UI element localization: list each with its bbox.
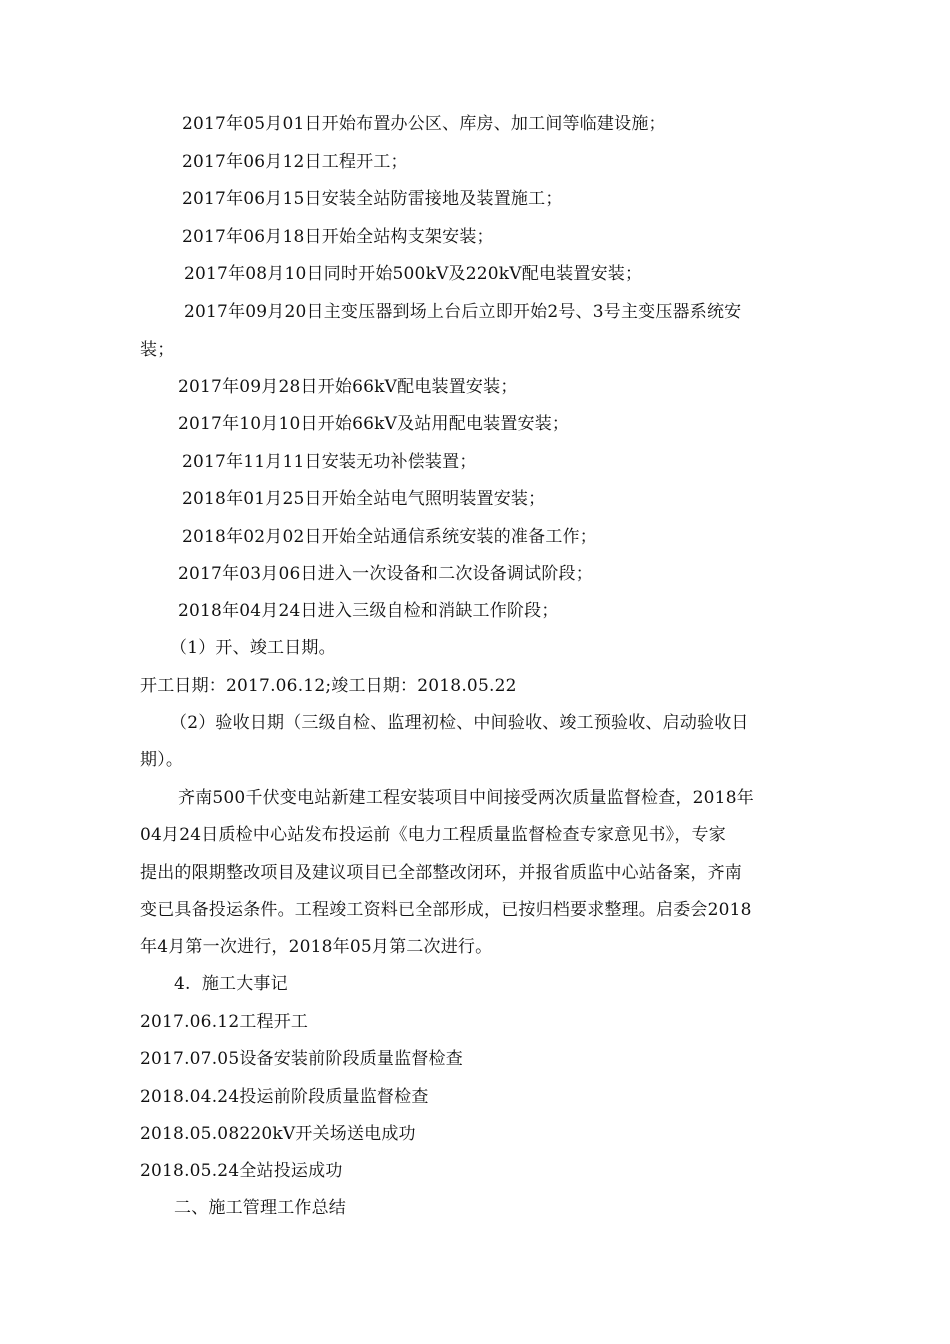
text-line: 2017.06.12工程开工 bbox=[140, 1012, 309, 1032]
text-line: 2017年08月10日同时开始500kV及220kV配电装置安装； bbox=[184, 264, 643, 284]
text-line: 2018年01月25日开始全站电气照明装置安装； bbox=[182, 489, 546, 509]
text-line: 年4月第一次进行，2018年05月第二次进行。 bbox=[140, 937, 493, 957]
text-line: 期）。 bbox=[140, 750, 184, 770]
text-line: （1）开、竣工日期。 bbox=[170, 638, 336, 658]
text-line: 2017年05月01日开始布置办公区、库房、加工间等临建设施； bbox=[182, 114, 666, 134]
text-line: 2017年06月15日安装全站防雷接地及装置施工； bbox=[182, 189, 563, 209]
text-line: 变已具备投运条件。工程竣工资料已全部形成，已按归档要求整理。启委会2018 bbox=[140, 900, 752, 920]
text-line: 齐南500千伏变电站新建工程安装项目中间接受两次质量监督检查，2018年 bbox=[178, 788, 754, 808]
text-line: 2017年09月20日主变压器到场上台后立即开始2号、3号主变压器系统安 bbox=[184, 302, 742, 322]
text-line: 2018年04月24日进入三级自检和消缺工作阶段； bbox=[178, 601, 559, 621]
text-line: 2018.05.24全站投运成功 bbox=[140, 1161, 343, 1181]
section-heading: 二、施工管理工作总结 bbox=[174, 1198, 346, 1218]
text-line: 2018年02月02日开始全站通信系统安装的准备工作； bbox=[182, 527, 597, 547]
text-line: 2017年06月18日开始全站构支架安装； bbox=[182, 227, 494, 247]
text-line: 提出的限期整改项目及建议项目已全部整改闭环，并报省质监中心站备案，齐南 bbox=[140, 863, 742, 883]
text-line: 2018.05.08220kV开关场送电成功 bbox=[140, 1124, 416, 1144]
section-heading: 4. 施工大事记 bbox=[174, 974, 288, 994]
text-line: 2018.04.24投运前阶段质量监督检查 bbox=[140, 1087, 429, 1107]
text-line: 2017.07.05设备安装前阶段质量监督检查 bbox=[140, 1049, 463, 1069]
text-line: 2017年11月11日安装无功补偿装置； bbox=[182, 452, 477, 472]
text-line: 2017年10月10日开始66kV及站用配电装置安装； bbox=[178, 414, 570, 434]
text-line: 04月24日质检中心站发布投运前《电力工程质量监督检查专家意见书》，专家 bbox=[140, 825, 726, 845]
text-line: 2017年06月12日工程开工； bbox=[182, 152, 408, 172]
text-line: （2）验收日期（三级自检、监理初检、中间验收、竣工预验收、启动验收日 bbox=[170, 713, 749, 733]
text-line: 2017年03月06日进入一次设备和二次设备调试阶段； bbox=[178, 564, 593, 584]
text-line: 2017年09月28日开始66kV配电装置安装； bbox=[178, 377, 518, 397]
text-line: 装； bbox=[140, 340, 175, 360]
text-line: 开工日期：2017.06.12;竣工日期：2018.05.22 bbox=[140, 676, 517, 696]
